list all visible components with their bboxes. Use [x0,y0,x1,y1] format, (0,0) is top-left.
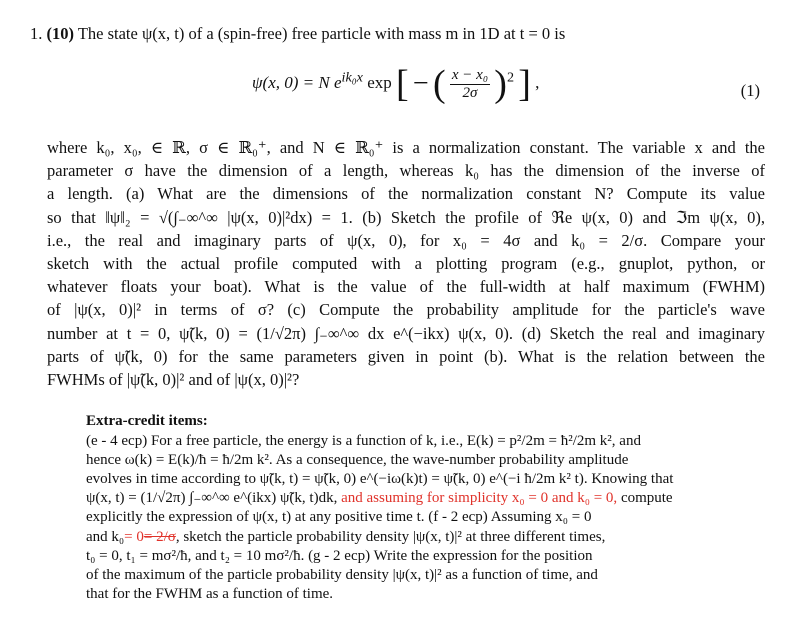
equation-power: 2 [506,69,515,86]
extra-line-part: and k₀ [86,528,125,545]
equation-1 [0,55,800,115]
problem-intro: The state ψ(x, t) of a (spin-free) free particle with mass m in 1D at t = 0 is [77,24,566,43]
equation-number: (1) [740,81,760,100]
equation-exponent: ik₀x [341,69,363,86]
extra-line: explicitly the expression of ψ(x, t) at any positive time t. (f - 2 ecp) Assuming x₀ = 0 [86,509,592,526]
extra-line [86,528,726,547]
paragraph-line: where k₀, x₀, ∈ ℝ, σ ∈ ℝ₀⁺, and N ∈ ℝ₀⁺ is a normalization constant. The variable x and the [47,138,765,157]
paragraph-line: parameter σ have the dimension of a length, whereas k₀ has the dimension of the inverse of [47,161,765,181]
extra-line-part: , sketch the particle probability density |ψ(x, t)|² at three different times, [175,528,606,545]
fraction-numerator: x − x₀ [451,66,489,83]
left-bracket: [ [396,63,409,105]
equation-body: ψ(x, 0) = N $e^{ik_0x}$ exp [ − ( $\frac{\text{x − x₀}}{2\sigma}$ )$^2$ ] , [252,63,540,105]
paragraph-line: of |ψ(x, 0)|² in terms of σ? (c) Compute the probability amplitude for the particle's wave [47,300,765,320]
extra-line: evolves in time according to ψ̃(k, t) = ψ̃(k, 0) e^(−iω(k)t) = ψ̃(k, 0) e^(−i ħ/2m k² t). Knowing that [86,471,674,488]
main-paragraph [47,136,765,391]
extra-line: that for the FWHM as a function of time. [86,585,334,602]
paragraph-line: i.e., the real and imaginary parts of ψ(x, 0), for x₀ = 4σ and k₀ = 2/σ. Compare your [47,230,765,250]
left-paren: ( [432,63,446,105]
extra-credit-title: Extra-credit items: [86,413,208,429]
extra-line: (e - 4 ecp) For a free particle, the energy is a function of k, i.e., E(k) = p²/2m = ħ²/2m k², and [86,433,641,450]
paragraph-line: so that ‖ψ‖₂ = √(∫₋∞^∞ |ψ(x, 0)|²dx) = 1. (b) Sketch the profile of ℜe ψ(x, 0) and ℑm ψ(x, 0), [47,207,765,227]
paragraph-line: parts of ψ̃(k, 0) for the same parameters given in point (b). What is the relation between the [47,346,765,366]
fraction-denominator: 2σ [462,84,478,101]
extra-line: hence ω(k) = E(k)/ħ = ħ/2m k². As a consequence, the wave-number probability amplitude [86,452,629,469]
equation-lhs: ψ(x, 0) = N e [252,72,342,92]
problem-points: (10) [46,24,74,43]
extra-line-part: compute [617,490,673,507]
extra-line [86,489,726,508]
red-annotation: and assuming for simplicity x₀ = 0 and k₀ = 0, [341,490,618,507]
extra-line: t₀ = 0, t₁ = mσ²/ħ, and t₂ = 10 mσ²/ħ. (g - 2 ecp) Write the expression for the position [86,547,593,564]
extra-line: of the maximum of the particle probability density |ψ(x, t)|² as a function of time, and [86,566,598,583]
equation-exp: exp [367,72,392,92]
paragraph-line: FWHMs of |ψ̃(k, 0)|² and of |ψ(x, 0)|²? [47,370,300,390]
right-paren: ) [494,63,507,105]
paragraph-line: number at t = 0, ψ̃(k, 0) = (1/√2π) ∫₋∞^∞ dx e^(−ikx) ψ(x, 0). (d) Sketch the real and imaginary [47,323,765,343]
paragraph-line: sketch with the actual profile computed with a plotting program (e.g., gnuplot, python, or [47,254,765,274]
problem-header [30,24,770,44]
extra-line-part: ψ(x, t) = (1/√2π) ∫₋∞^∞ e^(ikx) ψ̃(k, t)dk, [86,490,342,507]
red-correction: = 0 [124,528,144,545]
equation-tail: , [535,72,540,92]
paragraph-line: a length. (a) What are the dimensions of the normalization constant N? Compute its value [47,184,765,204]
equation-fraction [450,67,490,102]
struck-value: = 2/σ [143,528,176,545]
problem-number: 1. [30,24,43,43]
extra-credit-section [86,412,726,604]
right-bracket: ] [518,63,531,105]
paragraph-line: whatever floats your boat). What is the value of the full-width at half maximum (FWHM) [47,277,765,297]
